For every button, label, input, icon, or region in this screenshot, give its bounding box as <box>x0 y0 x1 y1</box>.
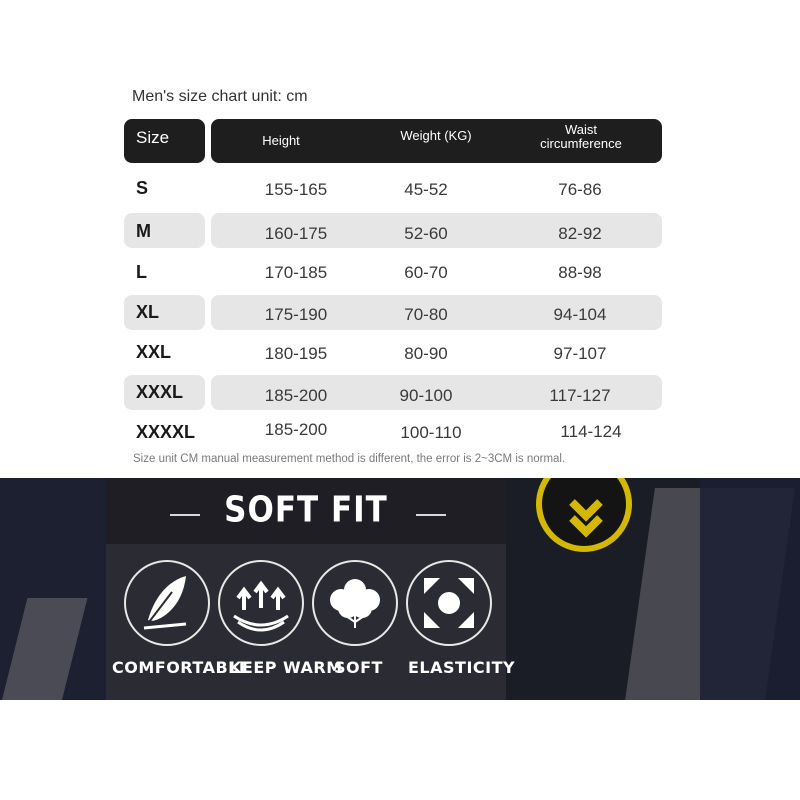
banner-title: SOFT FIT <box>224 489 388 531</box>
size-label: XL <box>136 302 160 322</box>
header-waist-line2: circumference <box>540 136 622 151</box>
size-label: S <box>136 178 149 198</box>
weight-cell: 52-60 <box>404 224 448 243</box>
weight-cell: 60-70 <box>404 263 448 282</box>
header-weight: Weight (KG) <box>400 128 472 143</box>
waist-cell: 94-104 <box>553 305 607 324</box>
title-dash-right <box>416 514 446 516</box>
cotton-icon <box>312 560 398 646</box>
header-waist-line1: Waist <box>564 122 598 137</box>
height-cell: 185-200 <box>264 420 328 439</box>
waist-cell: 82-92 <box>558 224 602 243</box>
feature-label-soft: SOFT <box>334 658 383 677</box>
waist-cell: 97-107 <box>553 344 607 363</box>
height-cell: 160-175 <box>264 224 328 243</box>
measurement-note: Size unit CM manual measurement method is different, the error is 2~3CM is normal. <box>133 453 566 465</box>
feature-label-comfortable: COMFORTABLE <box>112 658 251 677</box>
size-label: L <box>136 262 147 282</box>
height-cell: 175-190 <box>264 305 328 324</box>
height-cell: 170-185 <box>264 263 328 282</box>
size-label: XXXL <box>136 382 184 402</box>
feature-label-elasticity: ELASTICITY <box>408 658 516 677</box>
weight-cell: 45-52 <box>404 180 448 199</box>
logo-chevron-icon <box>542 478 626 546</box>
banner-right-edge <box>700 478 800 700</box>
logo-circle <box>536 478 632 552</box>
waist-cell: 88-98 <box>558 263 602 282</box>
weight-cell: 90-100 <box>399 386 453 405</box>
height-cell: 155-165 <box>264 180 328 199</box>
feature-label-keep-warm: KEEP WARM <box>229 658 343 677</box>
header-waist <box>521 123 641 151</box>
feather-icon <box>124 560 210 646</box>
size-label: XXXXL <box>136 422 196 442</box>
size-label: M <box>136 221 151 241</box>
waist-cell: 76-86 <box>558 180 602 199</box>
weight-cell: 70-80 <box>404 305 448 324</box>
heat-arrows-icon <box>218 560 304 646</box>
header-height: Height <box>262 133 300 148</box>
waist-cell: 117-127 <box>549 386 611 405</box>
chart-title: Men's size chart unit: cm <box>132 88 308 105</box>
waist-cell: 114-124 <box>560 422 622 441</box>
header-size-label: Size <box>136 128 170 147</box>
weight-cell: 80-90 <box>404 344 448 363</box>
height-cell: 180-195 <box>264 344 328 363</box>
expand-arrows-icon <box>406 560 492 646</box>
height-cell: 185-200 <box>264 386 328 405</box>
header-size <box>124 119 205 163</box>
weight-cell: 100-110 <box>400 423 462 442</box>
feature-banner <box>0 478 800 700</box>
size-label: XXL <box>136 342 172 362</box>
header-measurements <box>211 119 662 163</box>
